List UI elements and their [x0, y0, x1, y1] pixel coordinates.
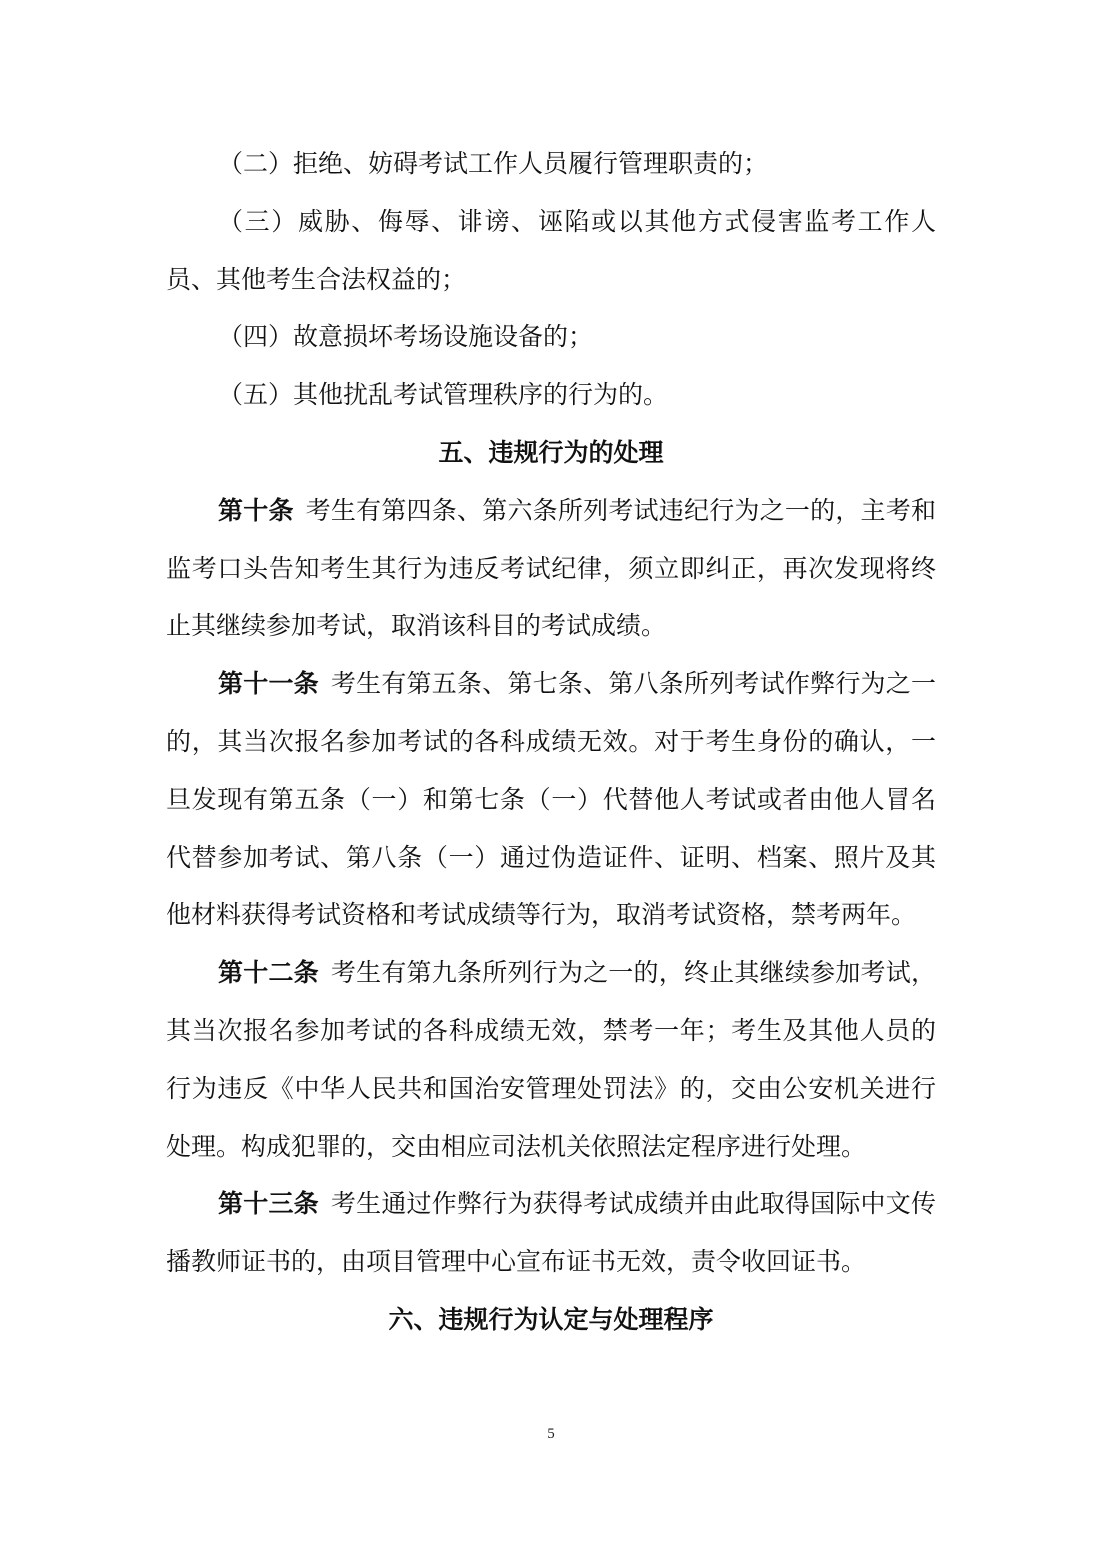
article-11 [166, 655, 936, 944]
clause-5: （五）其他扰乱考试管理秩序的行为的。 [218, 380, 669, 410]
section-heading-6: 六、违规行为认定与处理程序 [388, 1304, 714, 1334]
section-heading-5: 五、违规行为的处理 [438, 437, 664, 467]
article-10-text: 考生有第四条、第六条所列考试违纪行为之一的，主考和监考口头告知考生其行为违反考试纪律，须立即纠正，再次发现将终止其继续参加考试，取消该科目的考试成绩。 [166, 495, 936, 641]
article-10-label: 第十条 [218, 495, 294, 525]
article-12-label: 第十二条 [218, 958, 319, 988]
article-13 [166, 1175, 936, 1291]
page-body [166, 135, 936, 1349]
article-13-text: 考生通过作弊行为获得考试成绩并由此取得国际中文传播教师证书的，由项目管理中心宣布证书无效，责令收回证书。 [166, 1189, 936, 1277]
article-13-label: 第十三条 [218, 1189, 319, 1219]
page-number: 5 [547, 1426, 555, 1442]
article-12 [166, 944, 936, 1175]
article-10 [166, 482, 936, 655]
article-11-label: 第十一条 [218, 669, 319, 699]
article-11-text: 考生有第五条、第七条、第八条所列考试作弊行为之一的，其当次报名参加考试的各科成绩无效。对于考生身份的确认，一旦发现有第五条（一）和第七条（一）代替他人考试或者由他人冒名代替参加考试、第八条（一）通过伪造证件、证明、档案、照片及其他材料获得考试资格和考试成绩等行为，取消考试资格，禁考两年。 [166, 669, 936, 930]
clause-3: （三）威胁、侮辱、诽谤、诬陷或以其他方式侵害监考工作人员、其他考生合法权益的； [166, 206, 936, 294]
article-12-text: 考生有第九条所列行为之一的，终止其继续参加考试，其当次报名参加考试的各科成绩无效，禁考一年；考生及其他人员的行为违反《中华人民共和国治安管理处罚法》的，交由公安机关进行处理。构成犯罪的，交由相应司法机关依照法定程序进行处理。 [166, 958, 936, 1161]
clause-4: （四）故意损坏考场设施设备的； [218, 322, 594, 352]
clause-2: （二）拒绝、妨碍考试工作人员履行管理职责的； [218, 149, 769, 178]
